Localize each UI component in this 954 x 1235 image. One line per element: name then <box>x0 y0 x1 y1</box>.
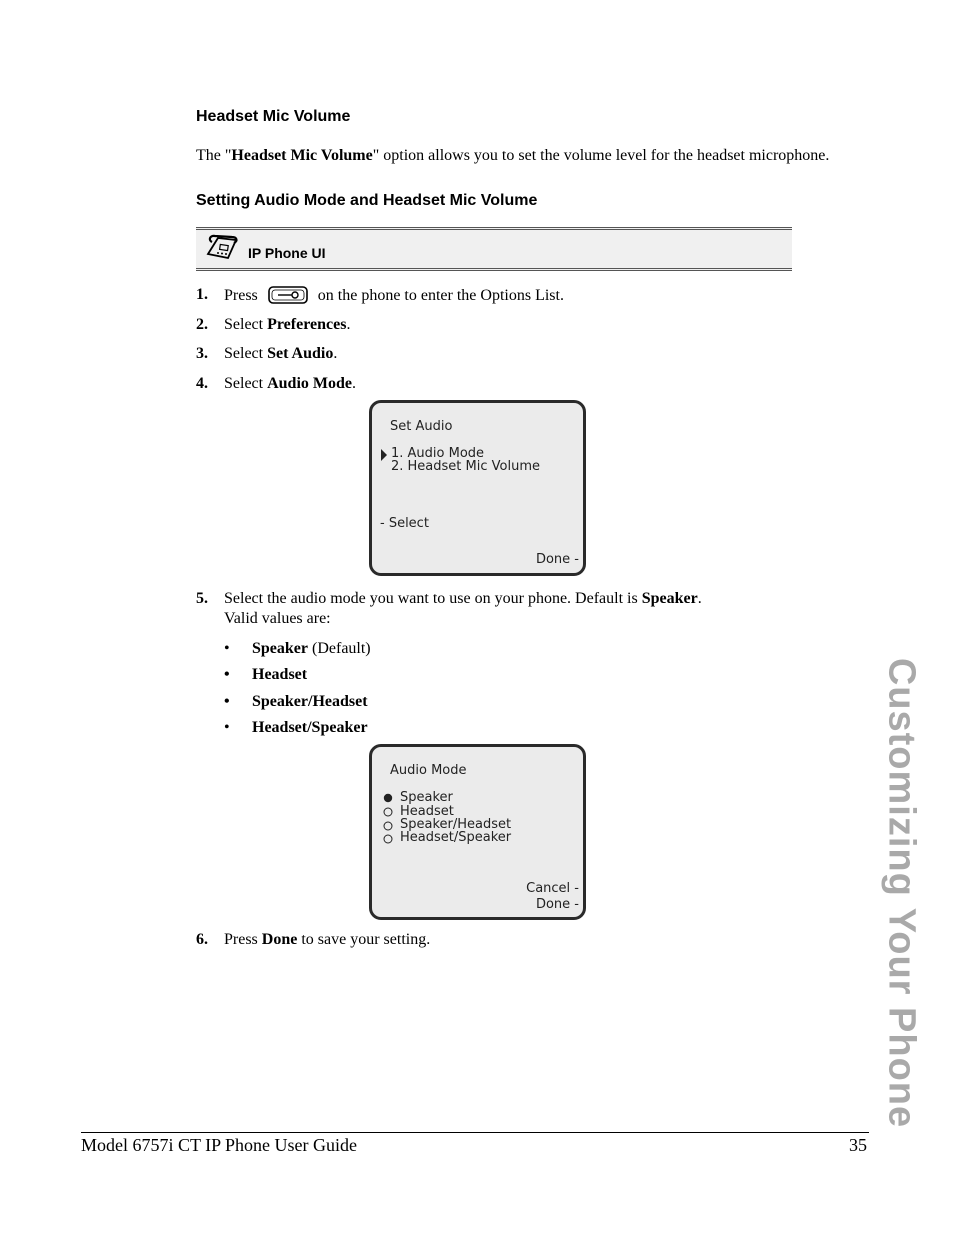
screen-title: Audio Mode <box>390 763 467 778</box>
step-number: 6. <box>196 931 208 948</box>
valid-value-bold: Headset <box>252 666 308 683</box>
valid-value-bold: Headset/Speaker <box>252 719 368 736</box>
step-3-text <box>224 345 337 363</box>
section-heading-setting-audio: Setting Audio Mode and Headset Mic Volume <box>196 192 538 209</box>
section-heading-headset-mic-volume: Headset Mic Volume <box>196 108 351 125</box>
step-4-bold: Audio Mode <box>267 375 352 392</box>
bullet-marker: • <box>224 666 230 683</box>
intro-bold: Headset Mic Volume <box>231 147 373 164</box>
step-5-suffix: . <box>697 590 702 607</box>
step-6-text <box>224 931 430 949</box>
step-4-suffix: . <box>352 375 356 392</box>
selection-pointer-icon <box>380 449 388 465</box>
valid-value-rest: (Default) <box>308 640 371 657</box>
step-4-text <box>224 375 356 393</box>
step-5-text <box>224 590 702 608</box>
step-6-suffix: to save your setting. <box>297 931 431 948</box>
options-key-icon <box>268 286 308 309</box>
menu-item[interactable]: 1. Audio Mode <box>391 446 485 461</box>
menu-item[interactable]: 2. Headset Mic Volume <box>391 459 540 474</box>
footer-divider <box>81 1132 869 1133</box>
valid-value-item <box>252 640 371 658</box>
valid-value-item <box>252 719 368 737</box>
radio-selected-icon <box>383 793 393 807</box>
step-2-bold: Preferences <box>267 316 347 333</box>
ip-phone-ui-bar <box>196 227 792 271</box>
valid-value-item <box>252 693 368 711</box>
step-3-bold: Set Audio <box>267 345 334 362</box>
footer-guide-title: Model 6757i CT IP Phone User Guide <box>81 1135 357 1155</box>
intro-suffix: " option allows you to set the volume level for the headset microphone. <box>372 147 830 164</box>
chapter-side-title: Customizing Your Phone <box>880 657 923 1129</box>
step-number: 4. <box>196 375 208 392</box>
step-2-text <box>224 316 350 334</box>
softkey-select[interactable]: - Select <box>380 516 429 531</box>
radio-unselected-icon <box>383 821 393 835</box>
step-1-prefix: Press <box>224 287 258 304</box>
step-2-suffix: . <box>346 316 351 333</box>
valid-value-bold: Speaker <box>252 640 308 657</box>
radio-option[interactable]: Headset/Speaker <box>400 830 512 845</box>
step-4-prefix: Select <box>224 375 268 392</box>
radio-unselected-icon <box>383 807 393 821</box>
intro-paragraph <box>196 146 829 166</box>
ip-phone-ui-label: IP Phone UI <box>248 245 326 261</box>
phone-icon <box>204 234 240 267</box>
radio-option[interactable]: Headset <box>400 804 454 819</box>
step-number: 1. <box>196 286 208 303</box>
step-number: 3. <box>196 345 208 362</box>
screen-title: Set Audio <box>390 419 453 434</box>
valid-value-bold: Speaker/Headset <box>252 693 368 710</box>
step-1-suffix: on the phone to enter the Options List. <box>317 287 564 304</box>
step-6-bold: Done <box>261 931 298 948</box>
page-number: 35 <box>849 1135 867 1155</box>
step-6-prefix: Press <box>224 931 262 948</box>
step-5-prefix: Select the audio mode you want to use on your phone. Default is <box>224 590 642 607</box>
radio-option[interactable]: Speaker/Headset <box>400 817 512 832</box>
step-number: 5. <box>196 590 208 607</box>
valid-value-item <box>252 666 307 684</box>
radio-option[interactable]: Speaker <box>400 790 453 805</box>
bullet-marker: • <box>224 693 230 710</box>
radio-unselected-icon <box>383 834 393 848</box>
step-1-text <box>224 286 564 309</box>
step-3-suffix: . <box>333 345 338 362</box>
softkey-done[interactable]: Done - <box>535 897 579 912</box>
softkey-done[interactable]: Done - <box>535 552 579 567</box>
intro-prefix: The " <box>196 147 232 164</box>
bullet-marker: • <box>224 719 230 736</box>
step-2-prefix: Select <box>224 316 268 333</box>
step-5-bold: Speaker <box>641 590 698 607</box>
step-5-line2: Valid values are: <box>224 610 331 627</box>
bullet-marker: • <box>224 640 230 657</box>
softkey-cancel[interactable]: Cancel - <box>526 881 579 896</box>
phone-screen-set-audio <box>369 400 586 576</box>
step-number: 2. <box>196 316 208 333</box>
step-3-prefix: Select <box>224 345 268 362</box>
phone-screen-audio-mode <box>369 744 586 920</box>
